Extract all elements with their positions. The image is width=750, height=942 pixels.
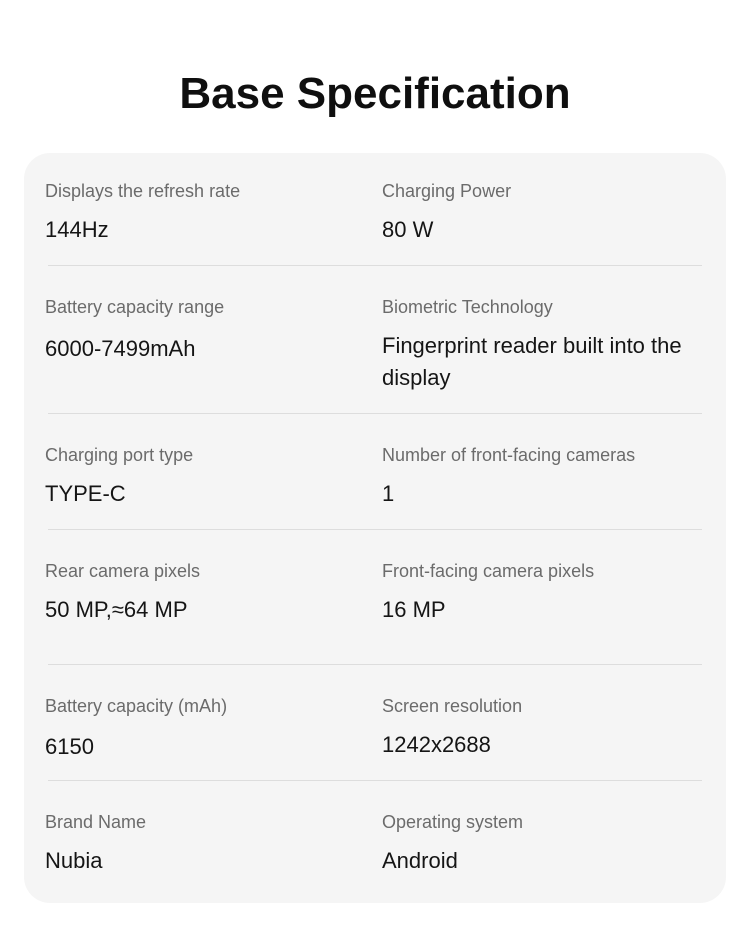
spec-label: Charging port type	[45, 445, 194, 465]
spec-value: 50 MP,≈64 MP	[45, 597, 188, 622]
row-divider	[48, 265, 702, 266]
spec-item-battery-range	[45, 295, 355, 365]
spec-label: Screen resolution	[382, 696, 523, 716]
page-title: Base Specification	[179, 69, 571, 118]
spec-value: 144Hz	[45, 217, 109, 242]
spec-item-brand-name	[45, 810, 355, 877]
spec-label: Displays the refresh rate	[45, 181, 241, 201]
row-divider	[48, 664, 702, 665]
spec-label: Battery capacity range	[45, 297, 225, 317]
spec-label: Charging Power	[382, 181, 512, 201]
spec-item-refresh-rate	[45, 179, 355, 246]
spec-item-biometric	[382, 295, 702, 394]
spec-label: Battery capacity (mAh)	[45, 696, 228, 716]
spec-item-front-camera-count	[382, 443, 702, 510]
spec-label: Number of front-facing cameras	[382, 445, 636, 465]
spec-item-charging-port	[45, 443, 355, 510]
spec-value: 6000-7499mAh	[45, 336, 196, 361]
row-divider	[48, 780, 702, 781]
spec-value: 16 MP	[382, 597, 446, 622]
spec-label: Front-facing camera pixels	[382, 561, 595, 581]
spec-label: Rear camera pixels	[45, 561, 201, 581]
spec-item-charging-power	[382, 179, 702, 246]
row-divider	[48, 413, 702, 414]
spec-value: Fingerprint reader built into the display	[382, 333, 682, 390]
spec-value: 80 W	[382, 217, 434, 242]
spec-item-front-camera	[382, 559, 702, 626]
spec-item-rear-camera	[45, 559, 355, 626]
spec-value: 1	[382, 481, 395, 506]
spec-value: Android	[382, 848, 458, 873]
spec-item-screen-resolution	[382, 694, 702, 761]
spec-value: 6150	[45, 734, 94, 759]
spec-value: 1242x2688	[382, 732, 491, 757]
spec-value: Nubia	[45, 848, 103, 873]
row-divider	[48, 529, 702, 530]
spec-value: TYPE-C	[45, 481, 126, 506]
spec-card	[24, 153, 726, 903]
spec-label: Brand Name	[45, 812, 147, 832]
spec-label: Operating system	[382, 812, 524, 832]
spec-label: Biometric Technology	[382, 297, 553, 317]
spec-item-operating-system	[382, 810, 702, 877]
spec-item-battery-capacity	[45, 694, 355, 763]
